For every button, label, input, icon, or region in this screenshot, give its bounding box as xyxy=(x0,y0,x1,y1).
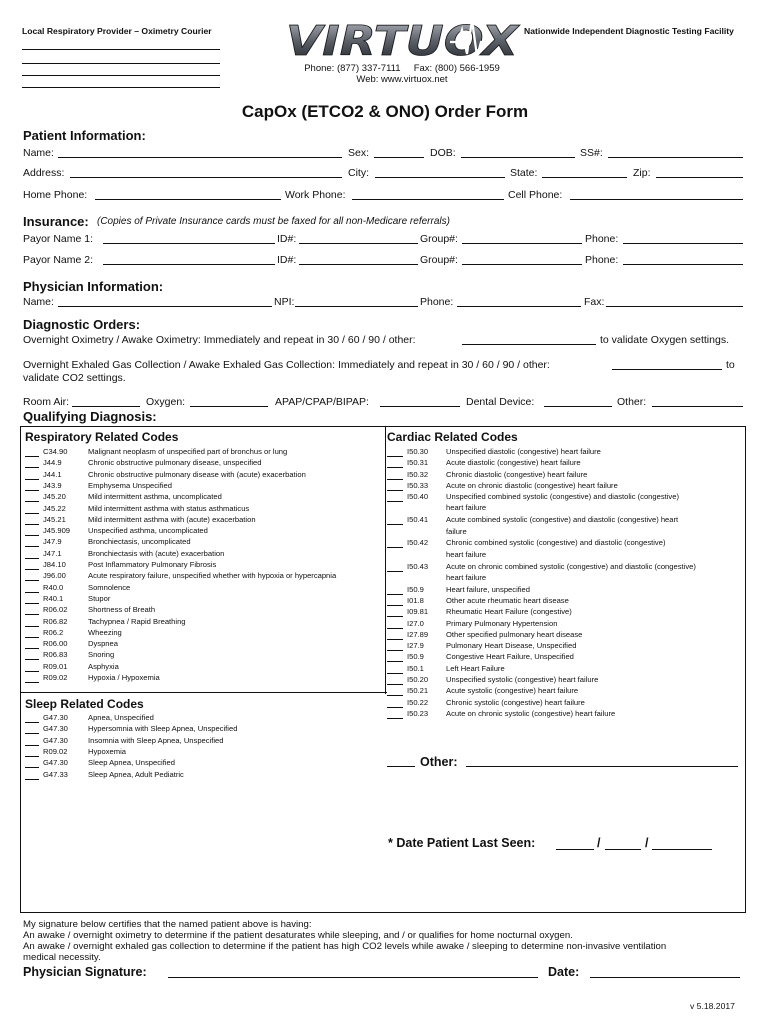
code-checkbox[interactable] xyxy=(25,767,39,768)
code-row xyxy=(25,447,383,458)
code-description: Insomnia with Sleep Apnea, Unspecified xyxy=(88,735,224,745)
code-row xyxy=(25,628,383,639)
code-checkbox[interactable] xyxy=(387,547,403,548)
code-row xyxy=(25,673,383,684)
code-description: Primary Pulmonary Hypertension xyxy=(446,618,558,628)
payor2-id-label: ID#: xyxy=(277,254,297,266)
code-description: Unspecified combined systolic (congestive) and diastolic (congestive) xyxy=(446,492,679,502)
code-value: J45.21 xyxy=(43,514,66,524)
code-description: Hypersomnia with Sleep Apnea, Unspecified xyxy=(88,724,238,734)
code-row xyxy=(25,713,383,724)
code-description: Acute on chronic systolic (congestive) heart failure xyxy=(446,708,616,718)
code-row xyxy=(387,641,742,652)
address-label: Address: xyxy=(23,167,65,179)
code-row xyxy=(25,770,383,781)
apap-label: APAP/CPAP/BIPAP: xyxy=(275,396,369,408)
payor2-group-label: Group#: xyxy=(420,254,458,266)
code-checkbox[interactable] xyxy=(25,626,39,627)
last-seen-year-field[interactable] xyxy=(652,849,712,850)
code-row xyxy=(25,747,383,758)
dental-label: Dental Device: xyxy=(466,396,535,408)
provider-line-1[interactable] xyxy=(22,49,220,50)
logo-text: VIRTUOX xyxy=(286,17,521,64)
qualifying-heading: Qualifying Diagnosis: xyxy=(23,409,157,424)
code-row xyxy=(25,458,383,469)
code-description: Chronic obstructive pulmonary disease, unspecified xyxy=(88,458,262,468)
code-description: Wheezing xyxy=(88,627,122,637)
payor2-label: Payor Name 2: xyxy=(23,254,94,266)
code-checkbox[interactable] xyxy=(25,671,39,672)
code-row xyxy=(25,481,383,492)
payor1-id-label: ID#: xyxy=(277,233,297,245)
code-row xyxy=(25,662,383,673)
code-value: R06.83 xyxy=(43,650,68,660)
code-value: G47.33 xyxy=(43,769,68,779)
code-checkbox[interactable] xyxy=(387,661,403,662)
code-description: Acute combined systolic (congestive) and diastolic (congestive) heart xyxy=(446,515,679,525)
code-row xyxy=(25,583,383,594)
home-phone-label: Home Phone: xyxy=(23,189,88,201)
code-value: I27.0 xyxy=(407,618,424,628)
certification-line-4: medical necessity. xyxy=(23,952,101,963)
state-label: State: xyxy=(510,167,538,179)
code-description: Somnolence xyxy=(88,582,131,592)
address-field[interactable] xyxy=(70,177,342,178)
zip-field[interactable] xyxy=(656,177,743,178)
code-row xyxy=(387,698,742,709)
oximetry-other-field[interactable] xyxy=(462,344,596,345)
code-row xyxy=(25,605,383,616)
code-value: J84.10 xyxy=(43,560,66,569)
physician-fax-field[interactable] xyxy=(606,306,743,307)
payor1-phone-field[interactable] xyxy=(623,243,743,244)
code-row xyxy=(387,458,742,469)
code-row xyxy=(387,596,742,607)
code-value: R09.02 xyxy=(43,673,68,682)
code-value: J45.909 xyxy=(43,526,71,536)
code-value: I27.9 xyxy=(407,641,424,651)
signature-field[interactable] xyxy=(168,977,538,978)
code-value: I09.81 xyxy=(407,607,429,617)
code-description: Rheumatic Heart Failure (congestive) xyxy=(446,607,572,617)
code-description-cont: heart failure xyxy=(446,572,487,582)
code-checkbox[interactable] xyxy=(387,467,403,468)
code-value: J43.9 xyxy=(43,480,62,490)
exhaled-order-text: Overnight Exhaled Gas Collection / Awake Exhaled Gas Collection: Immediately and repeat in 30 / 60 / 90 / other: xyxy=(23,359,550,371)
code-description: Sleep Apnea, Adult Pediatric xyxy=(88,769,184,779)
code-checkbox[interactable] xyxy=(387,501,403,502)
code-description: Snoring xyxy=(88,650,115,660)
certification-line-3: An awake / overnight exhaled gas collection to determine if the patient has high CO2 levels while awake / sleeping to determine non-invasive ventilation xyxy=(23,941,667,952)
code-value: R09.02 xyxy=(43,746,68,756)
code-row xyxy=(387,675,742,686)
code-description: Mild intermittent asthma with (acute) exacerbation xyxy=(88,514,256,524)
code-value: I50.9 xyxy=(407,652,424,662)
code-value: R06.00 xyxy=(43,639,68,649)
code-description: Bronchiectasis with (acute) exacerbation xyxy=(88,548,225,558)
code-value: I50.33 xyxy=(407,480,429,490)
code-description: Mild intermittent asthma with status asthmaticus xyxy=(88,503,250,513)
provider-line-4[interactable] xyxy=(22,87,220,88)
code-row xyxy=(387,492,742,515)
code-description: Heart failure, unspecified xyxy=(446,584,530,594)
code-checkbox[interactable] xyxy=(25,722,39,723)
code-value: I27.89 xyxy=(407,629,429,639)
code-value: J44.1 xyxy=(43,469,62,479)
code-value: I50.42 xyxy=(407,538,429,548)
payor2-group-field[interactable] xyxy=(462,264,582,265)
code-row xyxy=(387,686,742,697)
patient-heading: Patient Information: xyxy=(23,128,146,143)
physician-phone-label: Phone: xyxy=(420,296,454,308)
code-value: J47.9 xyxy=(43,537,62,547)
code-description: Chronic diastolic (congestive) heart failure xyxy=(446,469,588,479)
code-value: G47.30 xyxy=(43,758,68,768)
sleep-code-list xyxy=(25,713,383,783)
code-description: Chronic systolic (congestive) heart failure xyxy=(446,697,585,707)
code-value: I50.23 xyxy=(407,708,429,718)
code-row xyxy=(25,736,383,747)
code-checkbox[interactable] xyxy=(25,779,39,780)
code-value: J45.20 xyxy=(43,492,66,502)
code-checkbox[interactable] xyxy=(387,571,403,572)
city-field[interactable] xyxy=(375,177,505,178)
date-last-seen-label: * Date Patient Last Seen: xyxy=(388,836,536,850)
patient-name-field[interactable] xyxy=(58,157,342,158)
code-row xyxy=(387,585,742,596)
code-description: Dyspnea xyxy=(88,639,118,649)
virtuox-logo xyxy=(282,12,522,64)
code-description: Acute respiratory failure, unspecified whether with hypoxia or hypercapnia xyxy=(88,571,337,581)
dob-field[interactable] xyxy=(461,157,575,158)
exhaled-order-to: to xyxy=(726,359,735,371)
oxygen-field[interactable] xyxy=(190,406,268,407)
code-description: Unspecified systolic (congestive) heart failure xyxy=(446,675,599,684)
code-checkbox[interactable] xyxy=(25,733,39,734)
other-device-label: Other: xyxy=(617,396,647,408)
code-checkbox[interactable] xyxy=(387,707,403,708)
code-description-cont: failure xyxy=(446,526,467,536)
code-row xyxy=(25,470,383,481)
code-checkbox[interactable] xyxy=(25,490,39,491)
oximetry-order-text: Overnight Oximetry / Awake Oximetry: Immediately and repeat in 30 / 60 / 90 / other: xyxy=(23,334,416,346)
version-label: v 5.18.2017 xyxy=(690,1001,735,1011)
work-phone-label: Work Phone: xyxy=(285,189,346,201)
code-checkbox[interactable] xyxy=(25,535,39,536)
physician-name-field[interactable] xyxy=(58,306,272,307)
room-air-field[interactable] xyxy=(72,406,140,407)
code-checkbox[interactable] xyxy=(387,456,403,457)
insurance-note: (Copies of Private Insurance cards must be faxed for all non-Medicare referrals) xyxy=(97,216,450,227)
provider-label: Local Respiratory Provider – Oximetry Courier xyxy=(22,26,212,36)
code-value: G47.30 xyxy=(43,724,68,734)
code-value: I01.8 xyxy=(407,595,424,605)
payor1-field[interactable] xyxy=(103,243,275,244)
form-title: CapOx (ETCO2 & ONO) Order Form xyxy=(241,102,529,121)
codes-divider-horizontal xyxy=(20,692,387,693)
provider-line-3[interactable] xyxy=(22,75,220,76)
code-checkbox[interactable] xyxy=(387,524,403,525)
code-checkbox[interactable] xyxy=(25,580,39,581)
payor2-id-field[interactable] xyxy=(299,264,418,265)
code-value: I50.22 xyxy=(407,697,429,707)
code-row xyxy=(387,481,742,492)
code-description: Unspecified asthma, uncomplicated xyxy=(88,526,208,536)
code-row xyxy=(387,515,742,538)
code-description: Unspecified diastolic (congestive) heart failure xyxy=(446,447,601,456)
insurance-heading: Insurance: xyxy=(23,214,89,229)
code-row xyxy=(25,504,383,515)
code-description: Acute on chronic diastolic (congestive) heart failure xyxy=(446,480,618,490)
code-value: R06.2 xyxy=(43,627,64,637)
code-row xyxy=(25,492,383,503)
certification-line-2: An awake / overnight oximetry to determine if the patient desaturates while sleeping, and / or qualifies for home nocturnal oxygen. xyxy=(23,930,573,941)
code-row xyxy=(25,724,383,735)
codes-divider-vertical xyxy=(385,426,386,694)
city-label: City: xyxy=(348,167,369,179)
code-row xyxy=(25,560,383,571)
code-checkbox[interactable] xyxy=(25,614,39,615)
code-value: J96.00 xyxy=(43,571,66,581)
physician-phone-field[interactable] xyxy=(457,306,581,307)
code-description: Left Heart Failure xyxy=(446,663,505,673)
code-checkbox[interactable] xyxy=(25,592,39,593)
signature-label: Physician Signature: xyxy=(23,965,147,979)
code-value: C34.90 xyxy=(43,447,68,456)
code-description-cont: heart failure xyxy=(446,503,487,513)
sex-field[interactable] xyxy=(374,157,424,158)
exhaled-other-field[interactable] xyxy=(612,369,722,370)
code-checkbox[interactable] xyxy=(387,605,403,606)
date-slash-2: / xyxy=(645,836,649,850)
code-description: Acute on chronic combined systolic (congestive) and diastolic (congestive) xyxy=(446,561,696,571)
code-value: R06.02 xyxy=(43,605,68,615)
code-value: I50.41 xyxy=(407,515,429,525)
other-diagnosis-field[interactable] xyxy=(466,766,738,767)
code-value: I50.20 xyxy=(407,675,429,684)
code-row xyxy=(387,538,742,561)
code-value: R40.1 xyxy=(43,593,64,603)
work-phone-field[interactable] xyxy=(352,199,504,200)
code-value: J47.1 xyxy=(43,548,62,558)
code-row xyxy=(387,619,742,630)
code-checkbox[interactable] xyxy=(387,479,403,480)
sleep-title: Sleep Related Codes xyxy=(25,697,144,711)
code-row xyxy=(25,650,383,661)
room-air-label: Room Air: xyxy=(23,396,70,408)
cell-phone-field[interactable] xyxy=(570,199,743,200)
payor2-phone-field[interactable] xyxy=(623,264,743,265)
code-description: Post Inflammatory Pulmonary Fibrosis xyxy=(88,560,217,569)
code-description: Chronic combined systolic (congestive) and diastolic (congestive) xyxy=(446,538,666,548)
code-checkbox[interactable] xyxy=(25,513,39,514)
code-value: R06.82 xyxy=(43,616,68,626)
code-description: Acute diastolic (congestive) heart failure xyxy=(446,458,581,468)
code-checkbox[interactable] xyxy=(387,650,403,651)
code-checkbox[interactable] xyxy=(25,524,39,525)
npi-label: NPI: xyxy=(274,296,295,308)
code-value: I50.31 xyxy=(407,458,429,468)
physician-name-label: Name: xyxy=(23,296,54,308)
payor1-id-field[interactable] xyxy=(299,243,418,244)
code-row xyxy=(25,549,383,560)
code-row xyxy=(387,562,742,585)
code-value: J45.22 xyxy=(43,503,66,513)
code-description: Sleep Apnea, Unspecified xyxy=(88,758,175,768)
code-checkbox[interactable] xyxy=(25,501,39,502)
cardiac-code-list xyxy=(387,447,742,722)
code-row xyxy=(25,537,383,548)
code-row xyxy=(25,758,383,769)
code-description: Malignant neoplasm of unspecified part of bronchus or lung xyxy=(88,447,288,456)
code-checkbox[interactable] xyxy=(387,628,403,629)
code-row xyxy=(387,630,742,641)
code-description: Other acute rheumatic heart disease xyxy=(446,595,569,605)
code-row xyxy=(25,617,383,628)
code-value: G47.30 xyxy=(43,735,68,745)
provider-line-2[interactable] xyxy=(22,63,220,64)
code-checkbox[interactable] xyxy=(25,456,39,457)
code-value: I50.1 xyxy=(407,663,424,673)
code-description: Bronchiectasis, uncomplicated xyxy=(88,537,191,547)
respiratory-code-list xyxy=(25,447,383,687)
code-value: I50.43 xyxy=(407,561,429,571)
code-checkbox[interactable] xyxy=(25,756,39,757)
home-phone-field[interactable] xyxy=(95,199,281,200)
code-description: Mild intermittent asthma, uncomplicated xyxy=(88,492,222,502)
code-value: R09.01 xyxy=(43,661,68,671)
code-row xyxy=(25,571,383,582)
other-diagnosis-label: Other: xyxy=(420,755,458,769)
code-checkbox[interactable] xyxy=(25,546,39,547)
code-row xyxy=(387,664,742,675)
signature-date-field[interactable] xyxy=(590,977,740,978)
code-description: Congestive Heart Failure, Unspecified xyxy=(446,652,574,662)
code-checkbox[interactable] xyxy=(25,648,39,649)
code-description: Pulmonary Heart Disease, Unspecified xyxy=(446,641,577,651)
code-checkbox[interactable] xyxy=(387,594,403,595)
facility-label: Nationwide Independent Diagnostic Testing Facility xyxy=(524,26,734,36)
physician-heading: Physician Information: xyxy=(23,279,164,294)
payor1-group-label: Group#: xyxy=(420,233,458,245)
code-row xyxy=(387,447,742,458)
code-value: I50.30 xyxy=(407,447,429,456)
dob-label: DOB: xyxy=(430,147,456,159)
physician-fax-label: Fax: xyxy=(584,296,605,308)
code-row xyxy=(387,607,742,618)
payor1-label: Payor Name 1: xyxy=(23,233,94,245)
code-description: Shortness of Breath xyxy=(88,605,156,615)
code-checkbox[interactable] xyxy=(25,558,39,559)
ss-field[interactable] xyxy=(608,157,743,158)
code-checkbox[interactable] xyxy=(25,745,39,746)
code-description: Hypoxemia xyxy=(88,746,126,756)
phone-fax: Phone: (877) 337-7111 Fax: (800) 566-1959 xyxy=(304,63,500,74)
code-row xyxy=(25,515,383,526)
apap-field[interactable] xyxy=(380,406,460,407)
code-value: I50.9 xyxy=(407,584,424,594)
other-device-field[interactable] xyxy=(652,406,743,407)
last-seen-day-field[interactable] xyxy=(605,849,641,850)
code-checkbox[interactable] xyxy=(387,718,403,719)
code-value: I50.32 xyxy=(407,469,429,479)
certification-line-1: My signature below certifies that the named patient above is having: xyxy=(23,919,312,930)
npi-field[interactable] xyxy=(295,306,418,307)
code-row xyxy=(25,526,383,537)
payor1-phone-label: Phone: xyxy=(585,233,619,245)
respiratory-title: Respiratory Related Codes xyxy=(25,430,179,444)
cell-phone-label: Cell Phone: xyxy=(508,189,563,201)
code-value: J44.9 xyxy=(43,458,62,468)
code-checkbox[interactable] xyxy=(25,467,39,468)
code-description-cont: heart failure xyxy=(446,549,487,559)
oximetry-order-suffix: to validate Oxygen settings. xyxy=(600,334,729,346)
code-row xyxy=(387,709,742,720)
sex-label: Sex: xyxy=(348,147,370,159)
code-value: I50.40 xyxy=(407,492,429,502)
code-description: Tachypnea / Rapid Breathing xyxy=(88,616,186,626)
payor2-phone-label: Phone: xyxy=(585,254,619,266)
code-description: Apnea, Unspecified xyxy=(88,713,154,722)
zip-label: Zip: xyxy=(633,167,651,179)
exhaled-order-suffix: validate CO2 settings. xyxy=(23,372,126,384)
last-seen-month-field[interactable] xyxy=(556,849,594,850)
diagnostic-heading: Diagnostic Orders: xyxy=(23,317,141,332)
code-checkbox[interactable] xyxy=(387,695,403,696)
state-field[interactable] xyxy=(542,177,627,178)
cardiac-title: Cardiac Related Codes xyxy=(387,430,518,444)
code-checkbox[interactable] xyxy=(25,682,39,683)
code-checkbox[interactable] xyxy=(25,603,39,604)
web-address: Web: www.virtuox.net xyxy=(356,74,448,85)
code-row xyxy=(25,639,383,650)
code-value: G47.30 xyxy=(43,713,68,722)
code-checkbox[interactable] xyxy=(387,673,403,674)
code-description: Emphysema Unspecified xyxy=(88,480,172,490)
signature-date-label: Date: xyxy=(548,965,580,979)
code-description: Stupor xyxy=(88,593,111,603)
payor2-field[interactable] xyxy=(103,264,275,265)
code-checkbox[interactable] xyxy=(25,479,39,480)
code-description: Asphyxia xyxy=(88,661,119,671)
code-value: R40.0 xyxy=(43,582,64,592)
code-checkbox[interactable] xyxy=(387,639,403,640)
ss-label: SS#: xyxy=(580,147,603,159)
patient-name-label: Name: xyxy=(23,147,54,159)
code-checkbox[interactable] xyxy=(25,659,39,660)
code-value: I50.21 xyxy=(407,686,429,696)
code-description: Hypoxia / Hypoxemia xyxy=(88,673,160,682)
code-row xyxy=(387,470,742,481)
code-description: Chronic obstructive pulmonary disease with (acute) exacerbation xyxy=(88,469,306,479)
code-checkbox[interactable] xyxy=(387,616,403,617)
dental-field[interactable] xyxy=(544,406,612,407)
date-slash-1: / xyxy=(597,836,601,850)
code-checkbox[interactable] xyxy=(387,684,403,685)
code-row xyxy=(387,652,742,663)
code-checkbox[interactable] xyxy=(387,490,403,491)
code-checkbox[interactable] xyxy=(25,569,39,570)
code-checkbox[interactable] xyxy=(25,637,39,638)
other-diagnosis-checkbox[interactable] xyxy=(387,766,415,767)
code-row xyxy=(25,594,383,605)
code-description: Other specified pulmonary heart disease xyxy=(446,629,583,639)
payor1-group-field[interactable] xyxy=(462,243,582,244)
oxygen-label: Oxygen: xyxy=(146,396,186,408)
certification-text xyxy=(23,919,753,963)
code-description: Acute systolic (congestive) heart failure xyxy=(446,686,579,696)
